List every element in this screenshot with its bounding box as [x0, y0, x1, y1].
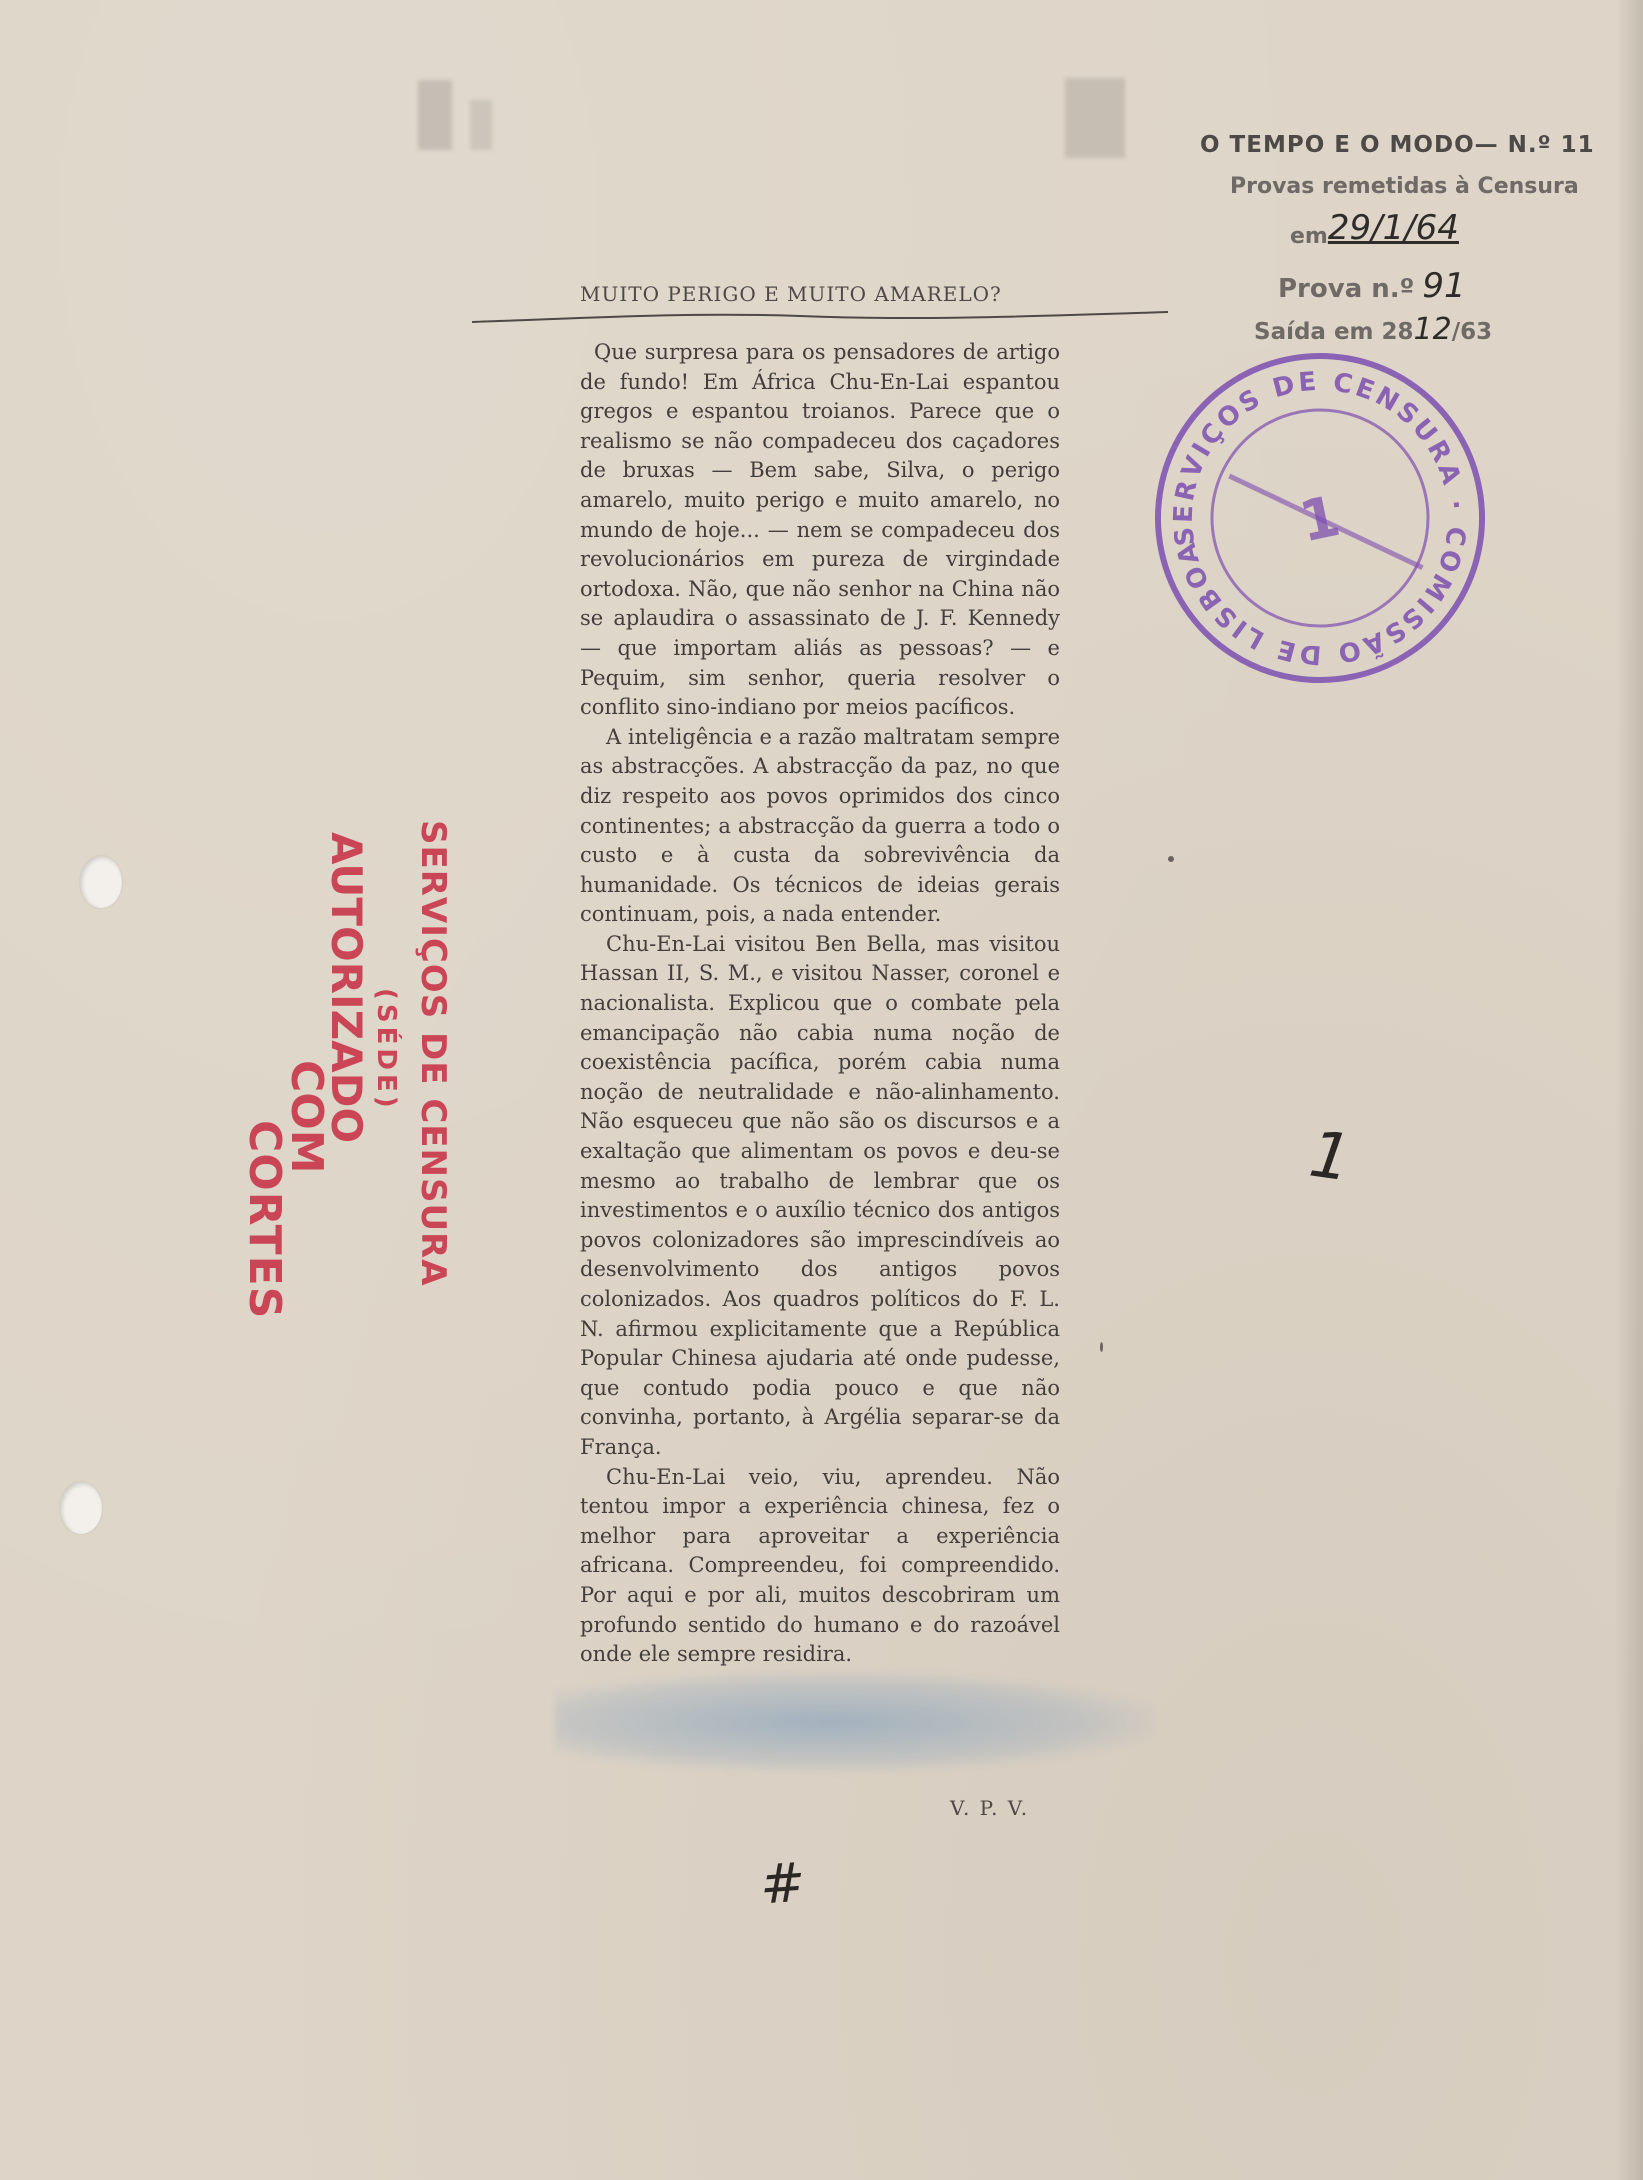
article-title: MUITO PERIGO E MUITO AMARELO?: [580, 282, 1002, 306]
stamp-line-cuts: CORTES: [239, 1120, 290, 1320]
ink-speck: [1100, 1342, 1103, 1352]
handwritten-page-number: 1: [1305, 1117, 1356, 1197]
proof-date-line: [1290, 208, 1459, 252]
prova-label: Prova n.º: [1278, 274, 1415, 304]
punch-hole-bottom: [60, 1482, 102, 1534]
article-paragraph: A inteligência e a razão maltratam sempre as abstracções. A abstracção da paz, no que diz respeito aos povos oprimidos dos cinco continentes; a abstracção da guerra a todo o custo e à custa da sobrevivência da humanidade. Os técnicos de ideias gerais continuam, pois, a nada entender.: [580, 724, 1060, 927]
page-edge-shadow: [1615, 0, 1643, 2180]
saida-label: Saída em 28: [1254, 319, 1414, 345]
ink-smudge: [470, 100, 492, 150]
publication-title: O TEMPO E O MODO— N.º 11: [1200, 132, 1595, 158]
proof-number-line: [1278, 266, 1466, 306]
article-paragraph: Chu-En-Lai visitou Ben Bella, mas visitou Hassan II, S. M., e visitou Nasser, coronel e nacionalista. Explicou que o combate pela emancipação não cabia numa noção de coexistência pacífica, porém cabia numa noção de neutralidade e não-alinhamento. Não esqueceu que não são os discursos e a exaltação que alimentam os povos e deu-se mesmo ao trabalho de lembrar que os investimentos e o auxílio técnico dos antigos povos colonizadores são imprescindíveis ao desenvolvimento dos antigos povos colonizados. Aos quadros políticos do F. L. N. afirmou explicitamente que a República Popular Chinesa ajudaria até onde pudesse, que contudo podia pouco e que não convinha, portanto, à Argélia separar-se da França.: [580, 931, 1060, 1459]
stamp-line-services: SERVIÇOS DE CENSURA: [413, 820, 453, 1287]
punch-hole-top: [80, 856, 122, 908]
handwritten-date: 29/1/64: [1327, 208, 1459, 248]
date-label: em: [1290, 224, 1328, 249]
saida-year: /63: [1451, 319, 1493, 345]
author-signature: V. P. V.: [950, 1796, 1030, 1820]
handwritten-exit-month: 12: [1413, 312, 1452, 347]
ink-speck: [1168, 856, 1174, 862]
censorship-circle-stamp: [1118, 316, 1521, 719]
stamp-line-with: COM: [281, 1060, 332, 1174]
stamp-line-sede: (SÉDE): [371, 988, 401, 1112]
proofs-label: Provas remetidas à Censura: [1230, 174, 1579, 199]
stamp-line-authorized: AUTORIZADO: [322, 832, 371, 1144]
circle-stamp-graphic: [1118, 316, 1521, 719]
circle-stamp-text: SERVIÇOS DE CENSURA · COMISSÃO DE LISBOA ·: [1118, 363, 1472, 670]
article-paragraph: Chu-En-Lai veio, viu, aprendeu. Não tentou impor a experiência chinesa, fez o melhor para aproveitar a experiência africana. Compreendeu, foi compreendido. Por aqui e por ali, muitos descobriram um profundo sentido do humano e do razoável onde ele sempre residira.: [580, 1464, 1060, 1667]
article-body: [580, 338, 1060, 1670]
ink-smudge: [418, 80, 452, 150]
authorization-stamp: [239, 820, 510, 1340]
handwritten-mark: #: [757, 1850, 808, 1917]
circle-stamp-center: 1: [1293, 483, 1346, 556]
handwritten-proof-number: 91: [1422, 266, 1466, 306]
title-underline: [470, 308, 1170, 328]
authorization-stamp-graphic: [239, 820, 510, 1340]
article-paragraph: Que surpresa para os pensadores de artigo de fundo! Em África Chu-En-Lai espantou gregos e espantou troianos. Parece que o realismo se não compadeceu dos caçadores de bruxas — Bem sabe, Silva, o perigo amarelo, muito perigo e muito amarelo, no mundo de hoje... — nem se compadeceu dos revolucionários em pureza de virgindade ortodoxa. Não, que não senhor na China não se aplaudira o assassinato de J. F. Kennedy — que importam aliás as pessoas? — e Pequim, sim senhor, queria resolver o conflito sino-indiano por meios pacíficos.: [580, 340, 1060, 720]
ink-smudge: [1065, 78, 1125, 158]
blue-pencil-highlight: [555, 1672, 1155, 1772]
